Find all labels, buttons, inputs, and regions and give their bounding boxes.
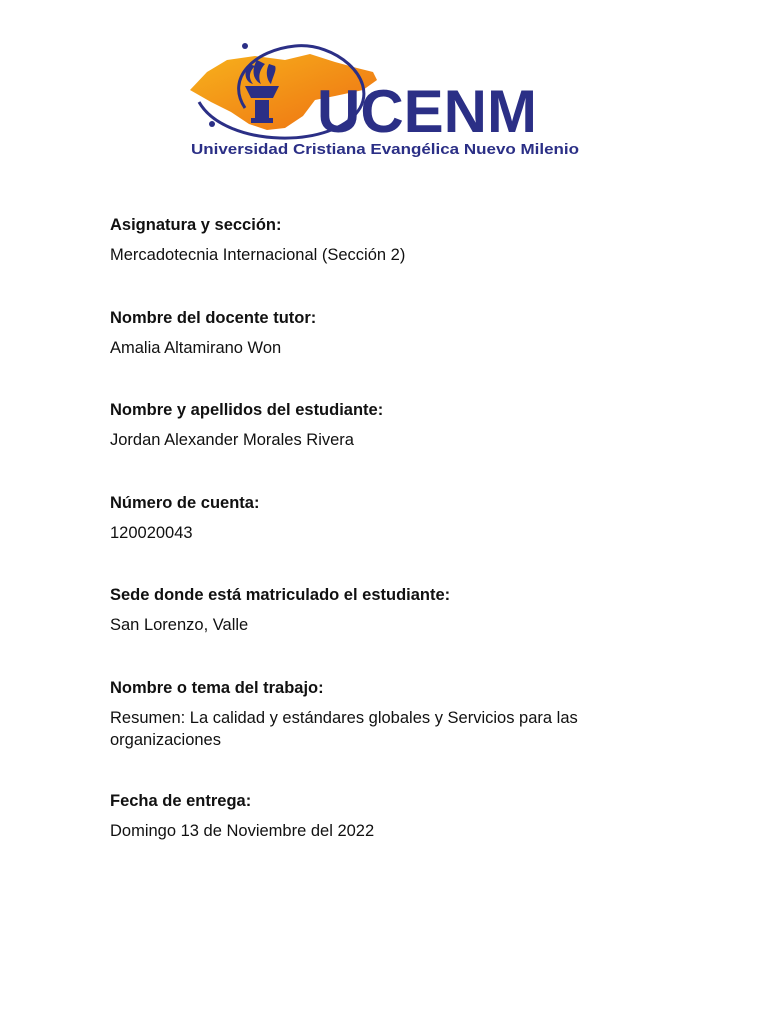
logo-wordmark: UCENM — [317, 78, 537, 145]
campus-field — [110, 584, 670, 677]
field-label: Nombre y apellidos del estudiante: — [110, 401, 384, 419]
field-value: Resumen: La calidad y estándares globales y Servicios para las organizaciones — [110, 708, 578, 749]
account-number-field — [110, 492, 670, 585]
delivery-date-field — [110, 790, 670, 883]
orbit-dot — [242, 43, 248, 49]
university-logo — [185, 38, 585, 160]
tutor-name-field — [110, 307, 670, 400]
field-label: Asignatura y sección: — [110, 216, 282, 234]
field-value: San Lorenzo, Valle — [110, 616, 249, 634]
field-value: Domingo 13 de Noviembre del 2022 — [110, 821, 375, 840]
student-name-field — [110, 399, 670, 492]
field-label: Número de cuenta: — [110, 493, 260, 512]
orbit-dot — [209, 121, 215, 127]
field-label: Sede donde está matriculado el estudiante: — [110, 586, 451, 604]
logo-university-name: Universidad Cristiana Evangélica Nuevo Milenio — [191, 141, 579, 158]
field-value: 120020043 — [110, 523, 193, 542]
field-label: Fecha de entrega: — [110, 791, 252, 810]
field-value: Jordan Alexander Morales Rivera — [110, 431, 354, 449]
field-label: Nombre del docente tutor: — [110, 308, 317, 327]
field-value: Mercadotecnia Internacional (Sección 2) — [110, 246, 406, 264]
cover-info — [110, 214, 670, 882]
field-value: Amalia Altamirano Won — [110, 338, 282, 357]
field-label: Nombre o tema del trabajo: — [110, 678, 324, 697]
subject-section-field — [110, 214, 670, 307]
work-topic-field — [110, 677, 670, 790]
